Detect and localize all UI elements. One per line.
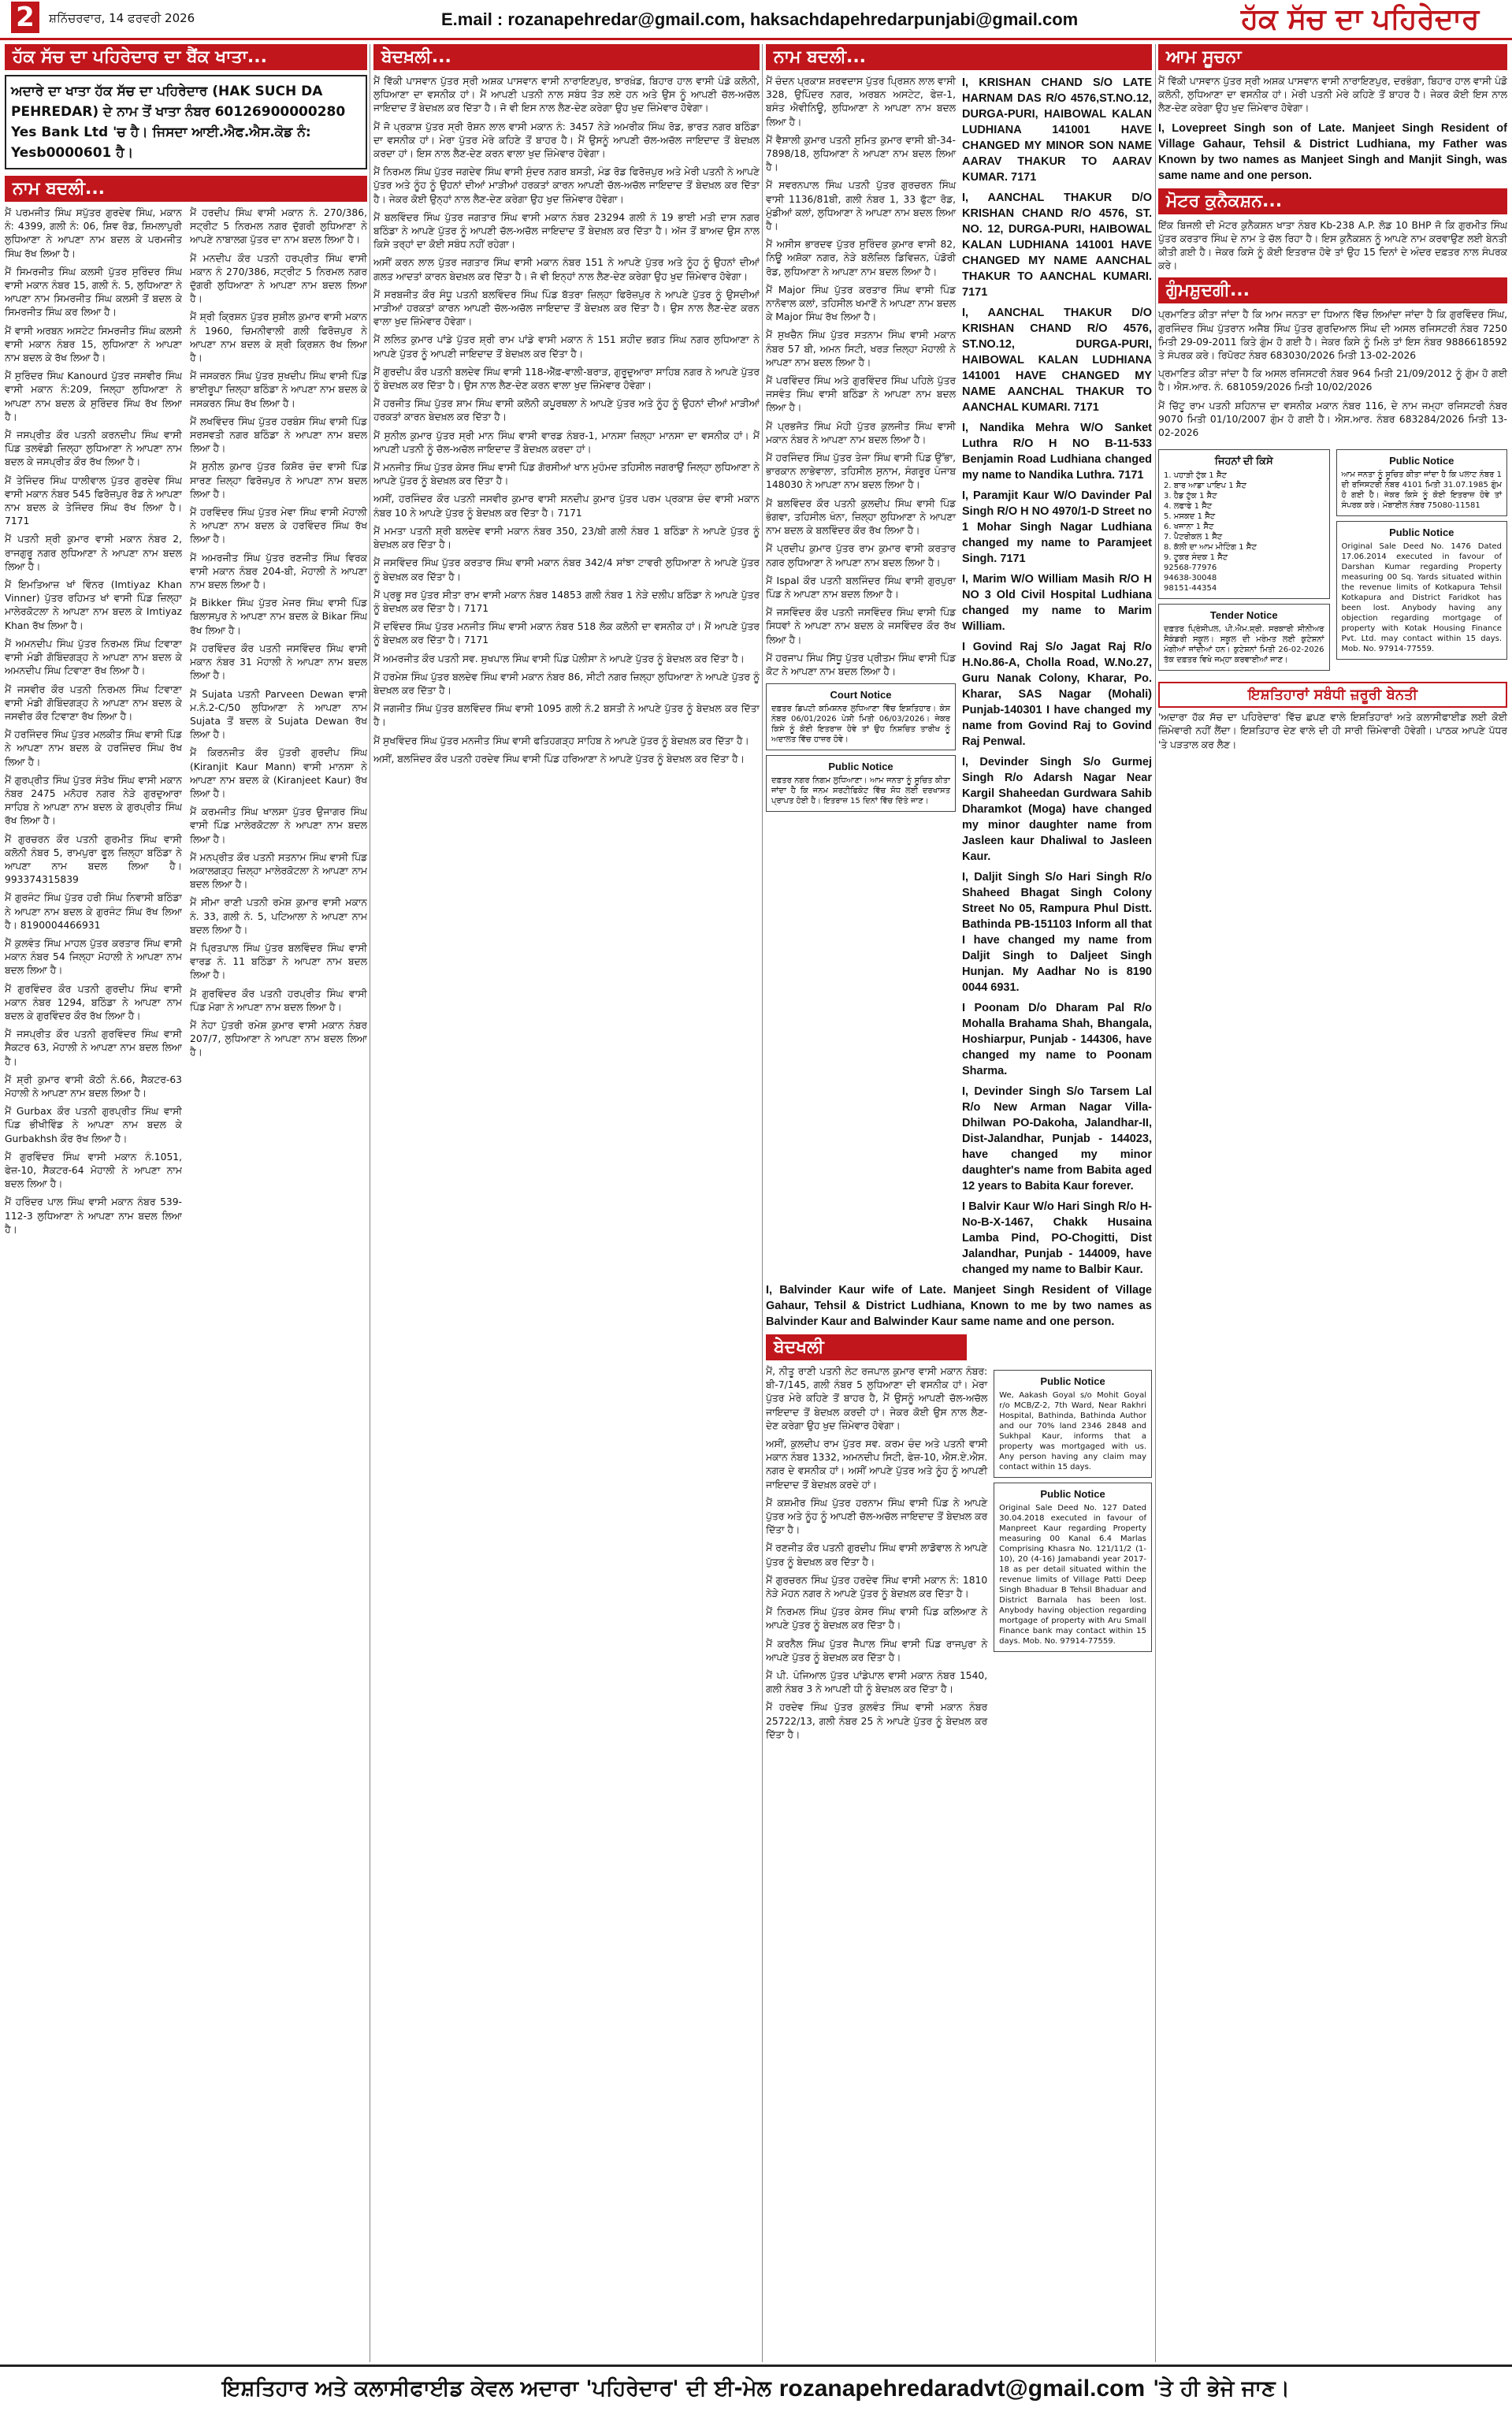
- notice-entry: ਮੈਂ ਗੁਰਚਰਨ ਸਿੰਘ ਪੁੱਤਰ ਹਰਦੇਵ ਸਿੰਘ ਵਾਸੀ ਮਕਾਨ ਨੰ: 1810 ਨੇੜੇ ਮੋਹਨ ਨਗਰ ਨੇ ਆਪਣੇ ਪੁੱਤਰ ਨੂੰ ਬੇਦਖ਼ਲ ਕਰ ਦਿੱਤਾ ਹੈ।: [766, 1574, 988, 1600]
- disinheritance-list-2: [766, 1365, 987, 1747]
- notice-entry: ਮੈਂ ਜਗਜੀਤ ਸਿੰਘ ਪੁੱਤਰ ਬਲਵਿੰਦਰ ਸਿੰਘ ਵਾਸੀ 1095 ਗਲੀ ਨੰ.2 ਬਸਤੀ ਨੇ ਆਪਣੇ ਪੁੱਤਰ ਨੂੰ ਬੇਦਖ਼ਲ ਕਰ ਦਿੱਤਾ ਹੈ।: [373, 703, 760, 728]
- footer-text: ਇਸ਼ਤਿਹਾਰ ਅਤੇ ਕਲਾਸੀਫਾਈਡ ਕੇਵਲ ਅਦਾਰਾ 'ਪਹਿਰੇਦਾਰ' ਦੀ ਈ-ਮੇਲ: [222, 2376, 771, 2401]
- notice-entry: ਮੈਂ ਸਵਰਨਪਾਲ ਸਿੰਘ ਪਤਨੀ ਪੁੱਤਰ ਗੁਰਚਰਨ ਸਿੰਘ ਵਾਸੀ 1136/81ਬੀ, ਗਲੀ ਨੰਬਰ 1, 33 ਫੁੱਟਾ ਰੋਡ, ਮੁੰਡੀਆਂ ਕਲਾਂ, ਲੁਧਿਆਣਾ ਨੇ ਆਪਣਾ ਨਾਮ ਬਦਲ ਲਿਆ ਹੈ।: [766, 180, 956, 233]
- notice-entry: ਮੈਂ ਗੁਰਵਿੰਦਰ ਸਿੰਘ ਵਾਸੀ ਮਕਾਨ ਨੰ.1051, ਫੇਜ਼-10, ਸੈਕਟਰ-64 ਮੋਹਾਲੀ ਨੇ ਆਪਣਾ ਨਾਮ ਬਦਲ ਲਿਆ ਹੈ।: [5, 1151, 182, 1190]
- notice-entry: ਮੈਂ ਜੋ ਪ੍ਰਕਾਸ਼ ਪੁੱਤਰ ਸ੍ਰੀ ਰੋਸ਼ਨ ਲਾਲ ਵਾਸੀ ਮਕਾਨ ਨੰ: 3457 ਨੇੜੇ ਅਮਰੀਕ ਸਿੰਘ ਰੋਡ, ਭਾਰਤ ਨਗਰ ਬਠਿੰਡਾ ਦਾ ਵਸਨੀਕ ਹਾਂ। ਮੇਰਾ ਪੁੱਤਰ ਮੇਰੇ ਕਹਿਣੇ ਤੋਂ ਬਾਹਰ ਹੈ। ਮੈਂ ਉਸਨੂੰ ਆਪਣੀ ਚੱਲ-ਅਚੱਲ ਜਾਇਦਾਦ ਤੋਂ ਬੇਦਖ਼ਲ ਕਰਦਾ ਹਾਂ। ਇਸ ਨਾਲ ਲੈਣ-ਦੇਣ ਕਰਨ ਵਾਲਾ ਖੁਦ ਜ਼ਿੰਮੇਵਾਰ ਹੋਵੇਗਾ।: [373, 121, 760, 160]
- notice-entry: ਅਸੀਂ ਕਰਨ ਲਾਲ ਪੁੱਤਰ ਜਗਤਾਰ ਸਿੰਘ ਵਾਸੀ ਮਕਾਨ ਨੰਬਰ 151 ਨੇ ਆਪਣੇ ਪੁੱਤਰ ਅਤੇ ਨੂੰਹ ਨੂੰ ਉਹਨਾਂ ਦੀਆਂ ਗਲਤ ਆਦਤਾਂ ਕਾਰਨ ਬੇਦਖ਼ਲ ਕਰ ਦਿੱਤਾ ਹੈ। ਜੋ ਵੀ ਇਨ੍ਹਾਂ ਨਾਲ ਲੈਣ-ਦੇਣ ਕਰੇਗਾ ਉਹ ਖੁਦ ਜ਼ਿੰਮੇਵਾਰ ਹੋਵੇਗਾ।: [373, 257, 760, 282]
- notice-entry: ਮੈਂ ਪ੍ਰਭਜੋਤ ਸਿੰਘ ਮੋਹੀ ਪੁੱਤਰ ਕੁਲਜੀਤ ਸਿੰਘ ਵਾਸੀ ਮਕਾਨ ਨੰਬਰ ਨੇ ਆਪਣਾ ਨਾਮ ਬਦਲ ਲਿਆ ਹੈ।: [766, 420, 956, 445]
- notice-entry: ਮੈਂ ਲਖਵਿੰਦਰ ਸਿੰਘ ਪੁੱਤਰ ਹਰਬੰਸ ਸਿੰਘ ਵਾਸੀ ਪਿੰਡ ਸਰਸਵਤੀ ਨਗਰ ਬਠਿੰਡਾ ਨੇ ਆਪਣਾ ਨਾਮ ਬਦਲ ਲਿਆ ਹੈ।: [190, 415, 367, 455]
- notice-entry: ਮੈਂ ਜਸਵਿੰਦਰ ਕੌਰ ਪਤਨੀ ਜਸਵਿੰਦਰ ਸਿੰਘ ਵਾਸੀ ਪਿੰਡ ਸਿਧਵਾਂ ਨੇ ਆਪਣਾ ਨਾਮ ਬਦਲ ਕੇ ਜਸਵਿੰਦਰ ਕੌਰ ਰੱਖ ਲਿਆ ਹੈ।: [766, 607, 956, 646]
- name-change-columns: [5, 206, 367, 1241]
- list-line: 9. ਟੂਕਰ ਸੰਦਕ 1 ਸੈੱਟ: [1164, 553, 1228, 563]
- disinheritance-columns: [766, 1365, 1152, 1747]
- lost-documents-heading: ਗੁੰਮਸ਼ੁਦਗੀ...: [1158, 277, 1507, 303]
- notice-entry: ਮੈਂ ਪਤਨੀ ਸ਼੍ਰੀ ਕੁਮਾਰ ਵਾਸੀ ਮਕਾਨ ਨੰਬਰ 2, ਰਾਜਗੁਰੂ ਨਗਰ ਲੁਧਿਆਣਾ ਨੇ ਆਪਣਾ ਨਾਮ ਬਦਲ ਲਿਆ ਹੈ।: [5, 534, 182, 572]
- notice-entry: ਮੈਂ ਪ੍ਰਿਤਪਾਲ ਸਿੰਘ ਪੁੱਤਰ ਬਲਵਿੰਦਰ ਸਿੰਘ ਵਾਸੀ ਵਾਰਡ ਨੰ. 11 ਬਠਿੰਡਾ ਨੇ ਆਪਣਾ ਨਾਮ ਬਦਲ ਲਿਆ ਹੈ।: [190, 942, 367, 981]
- notice-entry: I, Devinder Singh S/o Gurmej Singh R/o Adarsh Nagar Near Kargil Shaheedan Gurdwara Sahib Dharamkot (Moga) have changed my minor daughter name from Jasleen kaur Dhaliwal to Jasleen Kaur.: [962, 756, 1152, 863]
- name-change-columns-2: [766, 75, 1152, 1282]
- notice-entry: ਮੈਂ ਗੁਰਦੀਪ ਕੌਰ ਪਤਨੀ ਬਲਦੇਵ ਸਿੰਘ ਵਾਸੀ 118-ਐੱਫ਼-ਵਾਲੀ-ਬਰਾੜ, ਗੁਰੂਦੁਆਰਾ ਸਾਹਿਬ ਨਗਰ ਨੇ ਆਪਣੇ ਪੁੱਤਰ ਨੂੰ ਬੇਦਖ਼ਲ ਕਰ ਦਿੱਤਾ ਹੈ। ਉਸ ਨਾਲ ਲੈਣ-ਦੇਣ ਕਰਨ ਵਾਲਾ ਖੁਦ ਜ਼ਿੰਮੇਵਾਰ ਹੋਵੇਗਾ।: [373, 366, 760, 392]
- notice-entry: ਮੈਂ Bikker ਸਿੰਘ ਪੁੱਤਰ ਮੇਜਰ ਸਿੰਘ ਵਾਸੀ ਪਿੰਡ ਬਿਲਾਸਪੁਰ ਨੇ ਆਪਣਾ ਨਾਮ ਬਦਲ ਕੇ Bikar ਸਿੰਘ ਰੱਖ ਲਿਆ ਹੈ।: [190, 597, 367, 636]
- notice-entry: ਮੈਂ ਸੁਨੀਲ ਕੁਮਾਰ ਪੁੱਤਰ ਕਿਸ਼ੋਰ ਚੰਦ ਵਾਸੀ ਪਿੰਡ ਸਾਰਣ ਜ਼ਿਲ੍ਹਾ ਫਿਰੋਜ਼ਪੁਰ ਨੇ ਆਪਣਾ ਨਾਮ ਬਦਲ ਲਿਆ ਹੈ।: [190, 461, 367, 500]
- footer-tail: 'ਤੇ ਹੀ ਭੇਜੇ ਜਾਣ।: [1153, 2376, 1290, 2401]
- page-header: [0, 0, 1512, 36]
- notice-entry: ਮੈਂ Sujata ਪਤਨੀ Parveen Dewan ਵਾਸੀ ਮ.ਨੰ.2-C/50 ਲੁਧਿਆਣਾ ਨੇ ਆਪਣਾ ਨਾਮ Sujata ਤੋਂ ਬਦਲ ਕੇ Sujata Dewan ਰੱਖ ਲਿਆ ਹੈ।: [190, 688, 367, 741]
- notice-entry: ਮੈਂ ਕਰਮਜੀਤ ਸਿੰਘ ਖਾਲਸਾ ਪੁੱਤਰ ਉਜਾਗਰ ਸਿੰਘ ਵਾਸੀ ਪਿੰਡ ਮਾਲੇਰਕੋਟਲਾ ਨੇ ਆਪਣਾ ਨਾਮ ਬਦਲ ਲਿਆ ਹੈ।: [190, 806, 367, 845]
- name-change-items-en: [962, 75, 1152, 1278]
- notice-entry: ਮੈਂ ਸਰਬਜੀਤ ਕੌਰ ਸੰਧੂ ਪਤਨੀ ਬਲਵਿੰਦਰ ਸਿੰਘ ਪਿੰਡ ਬੱਤਰਾ ਜ਼ਿਲ੍ਹਾ ਫਿਰੋਜ਼ਪੁਰ ਨੇ ਆਪਣੇ ਪੁੱਤਰ ਨੂੰ ਉਸਦੀਆਂ ਮਾੜੀਆਂ ਹਰਕਤਾਂ ਕਾਰਨ ਆਪਣੀ ਚੱਲ-ਅਚੱਲ ਜਾਇਦਾਦ ਤੋਂ ਬੇਦਖ਼ਲ ਕਰ ਦਿੱਤਾ ਹੈ। ਉਸ ਨਾਲ ਲੈਣ-ਦੇਣ ਕਰਨ ਵਾਲਾ ਖੁਦ ਜ਼ਿੰਮੇਵਾਰ ਹੋਵੇਗਾ।: [373, 288, 760, 328]
- notice-entry: ਮੈਂ ਕਸ਼ਮੀਰ ਸਿੰਘ ਪੁੱਤਰ ਹਰਨਾਮ ਸਿੰਘ ਵਾਸੀ ਪਿੰਡ ਨੇ ਆਪਣੇ ਪੁੱਤਰ ਅਤੇ ਨੂੰਹ ਨੂੰ ਆਪਣੀ ਚੱਲ-ਅਚੱਲ ਜਾਇਦਾਦ ਤੋਂ ਬੇਦਖ਼ਲ ਕਰ ਦਿੱਤਾ ਹੈ।: [766, 1497, 988, 1536]
- notice-grid-right: [1336, 445, 1508, 675]
- notice-entry: ਮੈਂ ਕਿਰਨਜੀਤ ਕੌਰ ਪੁੱਤਰੀ ਗੁਰਦੀਪ ਸਿੰਘ (Kiranjit Kaur Mann) ਵਾਸੀ ਮਾਨਸਾ ਨੇ ਆਪਣਾ ਨਾਮ ਬਦਲ ਕੇ (Kiranjeet Kaur) ਰੱਖ ਲਿਆ ਹੈ।: [190, 747, 367, 799]
- notice-entry: ਮੈਂ ਪਰਮਜੀਤ ਸਿੰਘ ਸਪੁੱਤਰ ਗੁਰਦੇਵ ਸਿੰਘ, ਮਕਾਨ ਨੰ: 4399, ਗਲੀ ਨੰ: 06, ਸ਼ਿਵ ਰੋਡ, ਸ਼ਿਮਲਾਪੁਰੀ ਲੁਧਿਆਣਾ ਨੇ ਆਪਣਾ ਨਾਮ ਬਦਲ ਕੇ ਪਰਮਜੀਤ ਸਿੰਘ ਰੱਖ ਲਿਆ ਹੈ।: [5, 207, 182, 259]
- public-notice-title: Public Notice: [1389, 526, 1454, 539]
- bank-account-box: ਅਦਾਰੇ ਦਾ ਖਾਤਾ ਹੱਕ ਸੱਚ ਦਾ ਪਹਿਰੇਦਾਰ (HAK SUCH DA PEHREDAR) ਦੇ ਨਾਮ ਤੋਂ ਖਾਤਾ ਨੰਬਰ 60126900000280 Yes Bank Ltd 'ਚ ਹੈ। ਜਿਸਦਾ ਆਈ.ਐਫ.ਐਸ.ਕੋਡ ਨੰ: Yesb0000601 ਹੈ।: [5, 75, 367, 169]
- list-line: 8. ਕੱਲੀ ਦਾ ਆਮ ਮੀਟਿੰਗ 1 ਸੈੱਟ: [1164, 543, 1257, 553]
- public-notice-5: [1336, 521, 1508, 660]
- list-line: 94638-30048: [1164, 574, 1217, 583]
- notice-entry: ਮੈਂ ਲਲਿਤ ਕੁਮਾਰ ਪਾਂਡੇ ਪੁੱਤਰ ਸ਼੍ਰੀ ਰਾਮ ਪਾਂਡੇ ਵਾਸੀ ਮਕਾਨ ਨੰ 151 ਸ਼ਹੀਦ ਭਗਤ ਸਿੰਘ ਨਗਰ ਲੁਧਿਆਣਾ ਨੇ ਆਪਣੇ ਪੁੱਤਰ ਨੂੰ ਆਪਣੀ ਜਾਇਦਾਦ ਤੋਂ ਬੇਦਖ਼ਲ ਕਰ ਦਿੱਤਾ ਹੈ।: [373, 334, 760, 359]
- disinheritance-heading: ਬੇਦਖ਼ਲੀ...: [373, 44, 760, 70]
- notice-entry: ਮੈਂ ਸੁਖਚੈਨ ਸਿੰਘ ਪੁੱਤਰ ਸਤਨਾਮ ਸਿੰਘ ਵਾਸੀ ਮਕਾਨ ਨੰਬਰ 57 ਬੀ, ਅਮਨ ਸਿਟੀ, ਖਰੜ ਜ਼ਿਲ੍ਹਾ ਮੋਹਾਲੀ ਨੇ ਆਪਣਾ ਨਾਮ ਬਦਲ ਲਿਆ ਹੈ।: [766, 329, 956, 368]
- public-notice-title: Public Notice: [828, 761, 893, 773]
- notice-entry: ਮੈਂ Major ਸਿੰਘ ਪੁੱਤਰ ਕਰਤਾਰ ਸਿੰਘ ਵਾਸੀ ਪਿੰਡ ਨਾਨੋਵਾਲ ਕਲਾਂ, ਤਹਿਸੀਲ ਖਮਾਣੋਂ ਨੇ ਆਪਣਾ ਨਾਮ ਬਦਲ ਕੇ Major ਸਿੰਘ ਰੱਖ ਲਿਆ ਹੈ।: [766, 284, 956, 323]
- notice-entry: ਮੈਂ ਕਰਨੈਲ ਸਿੰਘ ਪੁੱਤਰ ਜੈਪਾਲ ਸਿੰਘ ਵਾਸੀ ਪਿੰਡ ਰਾਜਪੁਰਾ ਨੇ ਆਪਣੇ ਪੁੱਤਰ ਨੂੰ ਬੇਦਖ਼ਲ ਕਰ ਦਿੱਤਾ ਹੈ।: [766, 1638, 988, 1663]
- tender-notice-title: Tender Notice: [1209, 609, 1278, 622]
- notice-entry: ਮੈਂ Ispal ਕੌਰ ਪਤਨੀ ਬਲਜਿੰਦਰ ਸਿੰਘ ਵਾਸੀ ਗੁਰਪੁਰਾ ਪਿੰਡ ਨੇ ਆਪਣਾ ਨਾਮ ਬਦਲ ਲਿਆ ਹੈ।: [766, 575, 956, 600]
- notice-entry: I, Nandika Mehra W/O Sanket Luthra R/O H NO B-11-533 Benjamin Road Ludhiana changed my name to Nandika Luthra. 7171: [962, 422, 1152, 482]
- general-notice-list: [1158, 75, 1507, 116]
- notice-entry: ਮੈਂ ਜਸਪ੍ਰੀਤ ਕੌਰ ਪਤਨੀ ਕਰਨਦੀਪ ਸਿੰਘ ਵਾਸੀ ਪਿੰਡ ਤਲਵੰਡੀ ਜ਼ਿਲ੍ਹਾ ਲੁਧਿਆਣਾ ਨੇ ਆਪਣਾ ਨਾਮ ਬਦਲ ਕੇ ਜਸਪ੍ਰੀਤ ਕੌਰ ਰੱਖ ਲਿਆ ਹੈ।: [5, 430, 182, 468]
- notice-entry: ਮੈਂ ਹਰਿੰਦਰ ਪਾਲ ਸਿੰਘ ਵਾਸੀ ਮਕਾਨ ਨੰਬਰ 539-112-3 ਲੁਧਿਆਣਾ ਨੇ ਆਪਣਾ ਨਾਮ ਬਦਲ ਲਿਆ ਹੈ।: [5, 1196, 182, 1235]
- notice-grid: [1158, 445, 1507, 675]
- notice-entry: ਮੈਂ ਬਲਵਿੰਦਰ ਸਿੰਘ ਪੁੱਤਰ ਜਗਤਾਰ ਸਿੰਘ ਵਾਸੀ ਮਕਾਨ ਨੰਬਰ 23294 ਗਲੀ ਨੰ 19 ਭਾਈ ਮਤੀ ਦਾਸ ਨਗਰ ਬਠਿੰਡਾ ਨੇ ਆਪਣੇ ਪੁੱਤਰ ਨੂੰ ਆਪਣੀ ਚੱਲ-ਅਚੱਲ ਜਾਇਦਾਦ ਤੋਂ ਬੇਦਖ਼ਲ ਕਰ ਦਿੱਤਾ ਹੈ। ਅੱਜ ਤੋਂ ਬਾਅਦ ਉਸ ਨਾਲ ਕਿਸੇ ਤਰ੍ਹਾਂ ਦਾ ਕੋਈ ਸਬੰਧ ਨਹੀਂ ਰਹੇਗਾ।: [373, 211, 760, 251]
- notice-entry: ਮੈਂ ਸੀਮਾ ਰਾਣੀ ਪਤਨੀ ਰਮੇਸ਼ ਕੁਮਾਰ ਵਾਸੀ ਮਕਾਨ ਨੰ. 33, ਗਲੀ ਨੰ. 5, ਪਟਿਆਲਾ ਨੇ ਆਪਣਾ ਨਾਮ ਬਦਲ ਲਿਆ ਹੈ।: [190, 897, 367, 936]
- name-change-items: [766, 75, 956, 679]
- list-line: 4. ਲਫਾਫੇ 1 ਸੈੱਟ: [1164, 502, 1213, 512]
- notice-entry: ਮੈਂ ਪਰਵਿੰਦਰ ਸਿੰਘ ਅਤੇ ਗੁਰਵਿੰਦਰ ਸਿੰਘ ਪਹਿਲੇ ਪੁੱਤਰ ਜਸਵੰਤ ਸਿੰਘ ਵਾਸੀ ਬਠਿੰਡਾ ਨੇ ਆਪਣਾ ਨਾਮ ਬਦਲ ਲਿਆ ਹੈ।: [766, 375, 956, 414]
- notice-entry: ਮੈਂ ਹਰਜਿੰਦਰ ਸਿੰਘ ਪੁੱਤਰ ਮਲਕੀਤ ਸਿੰਘ ਵਾਸੀ ਪਿੰਡ ਨੇ ਆਪਣਾ ਨਾਮ ਬਦਲ ਕੇ ਹਰਜਿੰਦਰ ਸਿੰਘ ਰੱਖ ਲਿਆ ਹੈ।: [5, 729, 182, 768]
- name-change-list-punjabi: [766, 75, 956, 1282]
- notice-entry: ਮੈਂ ਸੁਖਵਿੰਦਰ ਸਿੰਘ ਪੁੱਤਰ ਮਨਜੀਤ ਸਿੰਘ ਵਾਸੀ ਫਤਿਹਗੜ੍ਹ ਸਾਹਿਬ ਨੇ ਆਪਣੇ ਪੁੱਤਰ ਨੂੰ ਬੇਦਖ਼ਲ ਕਰ ਦਿੱਤਾ ਹੈ।: [373, 735, 749, 746]
- lost-items-list: [1164, 471, 1324, 563]
- public-notice-title: Public Notice: [1040, 1375, 1105, 1387]
- notice-entry: ਅਸੀਂ, ਹਰਜਿੰਦਰ ਕੌਰ ਪਤਨੀ ਜਸਵੀਰ ਕੁਮਾਰ ਵਾਸੀ ਸਨਦੀਪ ਕੁਮਾਰ ਪੁੱਤਰ ਪਰਮ ਪ੍ਰਕਾਸ਼ ਚੰਦ ਵਾਸੀ ਮਕਾਨ ਨੰਬਰ 10 ਨੇ ਆਪਣੇ ਪੁੱਤਰ ਨੂੰ ਬੇਦਖ਼ਲ ਕਰ ਦਿੱਤਾ ਹੈ। 7171: [373, 493, 760, 519]
- public-notice-title: Public Notice: [1389, 455, 1454, 467]
- general-notice-en: I, Lovepreet Singh son of Late. Manjeet Singh Resident of Village Gahaur, Tehsil & District Ludhiana, my Father was Known by two names as Manjeet Singh and Manjit Singh, was same name and one person.: [1158, 121, 1507, 182]
- notice-entry: ਮੈਂ ਸਿਮਰਜੀਤ ਸਿੰਘ ਕਲਸੀ ਪੁੱਤਰ ਸੁਰਿੰਦਰ ਸਿੰਘ ਵਾਸੀ ਮਕਾਨ ਨੰਬਰ 15, ਗਲੀ ਨੰ. 5, ਲੁਧਿਆਣਾ ਨੇ ਆਪਣਾ ਨਾਮ ਸਿਮਰਜੀਤ ਸਿੰਘ ਕਲਸੀ ਤੋਂ ਬਦਲ ਕੇ ਸਿਮਰਜੀਤ ਸਿੰਘ ਕਰ ਲਿਆ ਹੈ।: [5, 266, 182, 318]
- column-3: [766, 44, 1152, 2362]
- page-number: 2: [11, 2, 39, 33]
- notice-entry: ਮੈਂ ਗੁਰਵਿੰਦਰ ਕੌਰ ਪਤਨੀ ਹਰਪ੍ਰੀਤ ਸਿੰਘ ਵਾਸੀ ਪਿੰਡ ਮੋਗਾ ਨੇ ਆਪਣਾ ਨਾਮ ਬਦਲ ਲਿਆ ਹੈ।: [190, 988, 367, 1013]
- notice-entry: ਅਸੀਂ, ਬਲਜਿੰਦਰ ਕੌਰ ਪਤਨੀ ਹਰਦੇਵ ਸਿੰਘ ਵਾਸੀ ਪਿੰਡ ਹਰਿਆਣਾ ਨੇ ਆਪਣੇ ਪੁੱਤਰ ਨੂੰ ਬੇਦਖ਼ਲ ਕਰ ਦਿੱਤਾ ਹੈ।: [373, 753, 745, 765]
- lost-items-phones: [1164, 563, 1324, 593]
- column-divider: [762, 44, 763, 2362]
- notice-entry: ਮੈਂ ਚੰਦਨ ਪ੍ਰਕਾਸ਼ ਸ਼ਰਵਦਾਸ ਪੁੱਤਰ ਪ੍ਰਿਸ਼ਨ ਲਾਲ ਵਾਸੀ 328, ਉਪਿੰਦਰ ਨਗਰ, ਅਰਬਨ ਅਸਟੇਟ, ਫੇਜ਼-1, ਬਸੰਤ ਐਵੀਨਿਊ, ਲੁਧਿਆਣਾ ਨੇ ਆਪਣਾ ਨਾਮ ਬਦਲ ਲਿਆ ਹੈ।: [766, 76, 956, 128]
- notice-entry: I, AANCHAL THAKUR D/O KRISHAN CHAND R/O 4576, ST. NO. 12, DURGA-PURI, HAIBOWAL KALAN LUDHIANA 141001 HAVE CHANGED MY NAME AANCHAL THAKUR TO AANCHAL KUMARI. 7171: [962, 192, 1152, 299]
- court-notice: [766, 683, 956, 750]
- notice-entry: ਪ੍ਰਮਾਣਿਤ ਕੀਤਾ ਜਾਂਦਾ ਹੈ ਕਿ ਆਮ ਜਨਤਾ ਦਾ ਧਿਆਨ ਵਿੱਚ ਲਿਆਂਦਾ ਜਾਂਦਾ ਹੈ ਕਿ ਗੁਰਵਿੰਦਰ ਸਿੰਘ, ਗੁਰਜਿੰਦਰ ਸਿੰਘ ਪੁੱਤਰਾਨ ਅਜੈਬ ਸਿੰਘ ਪੁੱਤਰ ਗੁਰਦਿਆਲ ਸਿੰਘ ਦੀ ਅਸਲ ਰਜਿਸਟਰੀ ਨੰਬਰ 7250 ਮਿਤੀ 29-09-2011 ਕਿਤੇ ਗੁੰਮ ਹੋ ਗਈ ਹੈ। ਜੇਕਰ ਕਿਸੇ ਨੂੰ ਮਿਲੇ ਤਾਂ ਇਸ ਨੰਬਰ 9886618592 ਤੇ ਸੰਪਰਕ ਕਰੇ। ਰਿਪੋਰਟ ਨੰਬਰ 683030/2026 ਮਿਤੀ 13-02-2026: [1158, 309, 1507, 362]
- public-notice-title: Public Notice: [1040, 1488, 1105, 1500]
- notice-entry: ਮੈਂ ਨਿਰਮਲ ਸਿੰਘ ਪੁੱਤਰ ਜਗਦੇਵ ਸਿੰਘ ਵਾਸੀ ਸੁੰਦਰ ਨਗਰ ਬਸਤੀ, ਮੰਡ ਰੋਡ ਫਿਰੋਜ਼ਪੁਰ ਅਤੇ ਮੇਰੀ ਪਤਨੀ ਨੇ ਆਪਣੇ ਪੁੱਤਰ ਅਤੇ ਨੂੰਹ ਨੂੰ ਉਹਨਾਂ ਦੀਆਂ ਮਾੜੀਆਂ ਹਰਕਤਾਂ ਕਾਰਨ ਆਪਣੀ ਚੱਲ-ਅਚੱਲ ਜਾਇਦਾਦ ਤੋਂ ਬੇਦਖ਼ਲ ਕਰ ਦਿੱਤਾ ਹੈ। ਜੇਕਰ ਕੋਈ ਉਨ੍ਹਾਂ ਨਾਲ ਲੈਣ-ਦੇਣ ਕਰੇਗਾ ਉਹ ਖੁਦ ਜ਼ਿੰਮੇਵਾਰ ਹੋਵੇਗਾ।: [373, 166, 760, 205]
- header-email: E.mail : rozanapehredar@gmail.com, haksachdapehredarpunjabi@gmail.com: [441, 9, 1079, 29]
- notice-entry: ਇੱਕ ਬਿਜਲੀ ਦੀ ਮੋਟਰ ਕੁਨੈਕਸ਼ਨ ਖਾਤਾ ਨੰਬਰ Kb-238 A.P. ਲੋਡ 10 BHP ਜੋ ਕਿ ਗੁਰਮੀਤ ਸਿੰਘ ਪੁੱਤਰ ਕਰਤਾਰ ਸਿੰਘ ਦੇ ਨਾਮ ਤੇ ਚੱਲ ਰਿਹਾ ਹੈ। ਇਸ ਕੁਨੈਕਸ਼ਨ ਨੂੰ ਆਪਣੇ ਨਾਮ ਕਰਵਾਉਣ ਲਈ ਬੇਨਤੀ ਕੀਤੀ ਗਈ ਹੈ। ਜੇਕਰ ਕਿਸੇ ਨੂੰ ਕੋਈ ਇਤਰਾਜ਼ ਹੋਵੇ ਤਾਂ ਉਹ 15 ਦਿਨਾਂ ਦੇ ਅੰਦਰ ਦਫ਼ਤਰ ਨਾਲ ਸੰਪਰਕ ਕਰੇ।: [1158, 219, 1507, 272]
- column-1: [5, 44, 367, 2362]
- disinheritance-heading-2: ਬੇਦਖਲੀ: [766, 1334, 967, 1360]
- notice-entry: ਮੈਂ ਅਮਰਜੀਤ ਕੌਰ ਪਤਨੀ ਸਵ. ਸੁਖਪਾਲ ਸਿੰਘ ਵਾਸੀ ਪਿੰਡ ਪੋਲੀਸਾ ਨੇ ਆਪਣੇ ਪੁੱਤਰ ਨੂੰ ਬੇਦਖ਼ਲ ਕਰ ਦਿੱਤਾ ਹੈ।: [373, 653, 745, 664]
- notice-entry: I Govind Raj S/o Jagat Raj R/o H.No.86-A, Cholla Road, W.No.27, Guru Nanak Colony, Kharar, Po. Kharar, SAS Nagar (Mohali) Punjab-140301 I have changed my name from Govind Raj to Govind Raj Penwal.: [962, 641, 1152, 748]
- list-line: 5. ਮਸਕਦ 1 ਸੈੱਟ: [1164, 512, 1216, 522]
- notice-entry: ਮੈਂ ਹਰਜੀਤ ਸਿੰਘ ਪੁੱਤਰ ਸ਼ਾਮ ਸਿੰਘ ਵਾਸੀ ਕਲੋਨੀ ਕਪੂਰਥਲਾ ਨੇ ਆਪਣੇ ਪੁੱਤਰ ਅਤੇ ਨੂੰਹ ਨੂੰ ਉਹਨਾਂ ਦੀਆਂ ਮਾੜੀਆਂ ਹਰਕਤਾਂ ਕਾਰਨ ਬੇਦਖ਼ਲ ਕਰ ਦਿੱਤਾ ਹੈ।: [373, 398, 760, 423]
- notice-entry: ਮੈਂ ਹਰਵਿੰਦਰ ਸਿੰਘ ਪੁੱਤਰ ਮੇਵਾ ਸਿੰਘ ਵਾਸੀ ਮੋਹਾਲੀ ਨੇ ਆਪਣਾ ਨਾਮ ਬਦਲ ਕੇ ਹਰਵਿੰਦਰ ਸਿੰਘ ਰੱਖ ਲਿਆ ਹੈ।: [190, 507, 367, 545]
- ads-info-body: 'ਅਦਾਰਾ ਹੱਕ ਸੱਚ ਦਾ ਪਹਿਰੇਦਾਰ' ਵਿੱਚ ਛਪਣ ਵਾਲੇ ਇਸ਼ਤਿਹਾਰਾਂ ਅਤੇ ਕਲਾਸੀਫਾਈਡ ਲਈ ਕੋਈ ਜ਼ਿੰਮੇਵਾਰੀ ਨਹੀਂ ਲੈਂਦਾ। ਇਸ਼ਤਿਹਾਰ ਦੇਣ ਵਾਲੇ ਦੀ ਹੀ ਸਾਰੀ ਜ਼ਿੰਮੇਵਾਰੀ ਹੋਵੇਗੀ। ਪਾਠਕ ਆਪਣੇ ਪੱਧਰ 'ਤੇ ਪੜਤਾਲ ਕਰ ਲੈਣ।: [1158, 712, 1507, 750]
- notice-entry: I, Devinder Singh S/o Tarsem Lal R/o New Arman Nagar Villa-Dhilwan PO-Dakoha, Jalandhar-II, Dist-Jalandhar, Punjab - 144023, have changed my minor daughter's name from Babita aged 12 years to Babita Kaur forever.: [962, 1085, 1152, 1192]
- public-notice-4: [1336, 449, 1508, 516]
- tender-notice-body: ਦਫ਼ਤਰ ਪ੍ਰਿੰਸੀਪਲ, ਪੀ.ਐਮ.ਸ਼੍ਰੀ. ਸਰਕਾਰੀ ਸੀਨੀਅਰ ਸੈਕੰਡਰੀ ਸਕੂਲ। ਸਕੂਲ ਦੀ ਮਰੰਮਤ ਲਈ ਕੁਟੇਸ਼ਨਾਂ ਮੰਗੀਆਂ ਜਾਂਦੀਆਂ ਹਨ। ਕੁਟੇਸ਼ਨਾਂ ਮਿਤੀ 26-02-2026 ਤੱਕ ਦਫ਼ਤਰ ਵਿਖੇ ਜਮ੍ਹਾ ਕਰਵਾਈਆਂ ਜਾਣ।: [1164, 625, 1324, 665]
- public-notice-1: [766, 755, 956, 812]
- notice-entry: ਮੈਂ ਵਿੱਕੀ ਪਾਸਵਾਨ ਪੁੱਤਰ ਸ੍ਰੀ ਅਸ਼ਕ ਪਾਸਵਾਨ ਵਾਸੀ ਨਾਰਾਇਣਪੁਰ, ਦਰਭੰਗਾ, ਬਿਹਾਰ ਹਾਲ ਵਾਸੀ ਪੰਡੋ ਕਲੋਨੀ, ਲੁਧਿਆਣਾ ਦਾ ਵਸਨੀਕ ਹਾਂ। ਮੇਰੀ ਪਤਨੀ ਮੇਰੇ ਕਹਿਣੇ ਤੋਂ ਬਾਹਰ ਹੈ। ਜੇਕਰ ਕੋਈ ਇਸ ਨਾਲ ਲੈਣ-ਦੇਣ ਕਰੇਗਾ ਉਹ ਖੁਦ ਜ਼ਿੰਮੇਵਾਰ ਹੋਵੇਗਾ।: [1158, 76, 1507, 114]
- name-change-heading: ਨਾਮ ਬਦਲੀ...: [5, 176, 367, 202]
- list-line: 3. ਹੈਡ ਟੁੱਕ 1 ਸੈੱਟ: [1164, 492, 1217, 501]
- public-notice-body: Original Sale Deed No. 1476 Dated 17.06.2014 executed in favour of Darshan Kumar regarding Property measuring 00 Sq. Yards situated within the revenue limits of Kotkapura Tehsil Kotkapura and District Faridkot has been lost. Anybody having any objection regarding mortgage of property with Kotak Housing Finance Pvt. Ltd. may contact within 15 days. Mob. No. 97914-77559.: [1341, 542, 1502, 654]
- name-change-list-english: [962, 75, 1152, 1282]
- court-notice-title: Court Notice: [830, 689, 892, 701]
- notice-entry: ਮੈਂ ਬਲਵਿੰਦਰ ਕੌਰ ਪਤਨੀ ਕੁਲਦੀਪ ਸਿੰਘ ਵਾਸੀ ਪਿੰਡ ਭੰਗਵਾ, ਤਹਿਸੀਲ ਖੰਨਾ, ਜ਼ਿਲ੍ਹਾ ਲੁਧਿਆਣਾ ਨੇ ਆਪਣਾ ਨਾਮ ਬਦਲ ਕੇ ਬਲਵਿੰਦਰ ਕੌਰ ਰੱਖ ਲਿਆ ਹੈ।: [766, 497, 956, 537]
- notice-entry: ਮੈਂ Gurbax ਕੌਰ ਪਤਨੀ ਗੁਰਪ੍ਰੀਤ ਸਿੰਘ ਵਾਸੀ ਪਿੰਡ ਭੀਖੀਵਿੰਡ ਨੇ ਆਪਣਾ ਨਾਮ ਬਦਲ ਕੇ Gurbakhsh ਕੌਰ ਰੱਖ ਲਿਆ ਹੈ।: [5, 1106, 182, 1144]
- notice-entry: ਮੈਂ ਹਰਦੀਪ ਸਿੰਘ ਵਾਸੀ ਮਕਾਨ ਨੰ. 270/386, ਸਟ੍ਰੀਟ 5 ਨਿਰਮਲ ਨਗਰ ਦੁੱਗਰੀ ਲੁਧਿਆਣਾ ਨੇ ਆਪਣੇ ਨਾਬਾਲਗ ਪੁੱਤਰ ਦਾ ਨਾਮ ਬਦਲ ਲਿਆ ਹੈ।: [190, 207, 367, 246]
- notice-entry: ਮੈਂ, ਨੀਤੂ ਰਾਣੀ ਪਤਨੀ ਲੇਟ ਰਜਪਾਲ ਕੁਮਾਰ ਵਾਸੀ ਮਕਾਨ ਨੰਬਰ: ਬੀ-7/145, ਗਲੀ ਨੰਬਰ 5 ਲੁਧਿਆਣਾ ਦੀ ਵਸਨੀਕ ਹਾਂ। ਮੇਰਾ ਪੁੱਤਰ ਮੇਰੇ ਕਹਿਣੇ ਤੋਂ ਬਾਹਰ ਹੈ, ਮੈਂ ਉਸਨੂੰ ਆਪਣੀ ਚੱਲ-ਅਚੱਲ ਜਾਇਦਾਦ ਤੋਂ ਬੇਦਖ਼ਲ ਕਰਦੀ ਹਾਂ। ਜੇਕਰ ਕੋਈ ਉਸ ਨਾਲ ਲੈਣ-ਦੇਣ ਕਰੇਗਾ ਉਹ ਖੁਦ ਜ਼ਿੰਮੇਵਾਰ ਹੋਵੇਗਾ।: [766, 1366, 988, 1431]
- footer-email-link[interactable]: rozanapehredaradvt@gmail.com: [778, 2376, 1146, 2402]
- notice-entry: ਮੈਂ ਚਿੱਟੂ ਰਾਮ ਪਤਨੀ ਸ਼ਹਿਨਾਜ਼ ਦਾ ਵਸਨੀਕ ਮਕਾਨ ਨੰਬਰ 116, ਦੇ ਨਾਮ ਜਮ੍ਹਾ ਰਜਿਸਟਰੀ ਨੰਬਰ 9070 ਮਿਤੀ 01/10/2007 ਗੁੰਮ ਹੋ ਗਈ ਹੈ। ਐਸ.ਆਰ. ਨੰਬਰ 683284/2026 ਮਿਤੀ 13-02-2026: [1158, 400, 1507, 439]
- lost-items-box: [1158, 449, 1330, 599]
- name-change-list-right: [190, 206, 367, 1241]
- notice-entry: ਮੈਂ ਜਸਵਿੰਦਰ ਸਿੰਘ ਪੁੱਤਰ ਕਰਤਾਰ ਸਿੰਘ ਵਾਸੀ ਮਕਾਨ ਨੰਬਰ 342/4 ਸਾਂਝਾ ਟਾਵਰੀ ਲੁਧਿਆਣਾ ਨੇ ਆਪਣੇ ਪੁੱਤਰ ਨੂੰ ਬੇਦਖ਼ਲ ਕਰ ਦਿੱਤਾ ਹੈ।: [373, 557, 760, 582]
- disinheritance-list: [373, 75, 760, 766]
- ads-info-heading: ਇਸ਼ਤਿਹਾਰਾਂ ਸਬੰਧੀ ਜ਼ਰੂਰੀ ਬੇਨਤੀ: [1158, 682, 1507, 708]
- notice-entry: ਮੈਂ ਮਨਪ੍ਰੀਤ ਕੌਰ ਪਤਨੀ ਸਤਨਾਮ ਸਿੰਘ ਵਾਸੀ ਪਿੰਡ ਅਕਾਲਗੜ੍ਹ ਜ਼ਿਲ੍ਹਾ ਮਾਲੇਰਕੋਟਲਾ ਨੇ ਆਪਣਾ ਨਾਮ ਬਦਲ ਲਿਆ ਹੈ।: [190, 851, 367, 891]
- notice-entry: ਮੈਂ ਗੁਰਜੰਟ ਸਿੰਘ ਪੁੱਤਰ ਹਰੀ ਸਿੰਘ ਨਿਵਾਸੀ ਬਠਿੰਡਾ ਨੇ ਆਪਣਾ ਨਾਮ ਬਦਲ ਕੇ ਗੁਰਜੰਟ ਸਿੰਘ ਰੱਖ ਲਿਆ ਹੈ। 8190004466931: [5, 892, 182, 931]
- bank-account-heading: ਹੱਕ ਸੱਚ ਦਾ ਪਹਿਰੇਦਾਰ ਦਾ ਬੈਂਕ ਖਾਤਾ...: [5, 44, 367, 70]
- notice-entry: I, AANCHAL THAKUR D/O KRISHAN CHAND R/O 4576, ST.NO.12, DURGA-PURI, HAIBOWAL KALAN LUDHIANA 141001 HAVE CHANGED MY NAME AANCHAL THAKUR TO AANCHAL KUMARI. 7171: [962, 307, 1152, 414]
- notice-entry: ਮੈਂ ਹਰਮੇਸ਼ ਸਿੰਘ ਪੁੱਤਰ ਬਲਦੇਵ ਸਿੰਘ ਵਾਸੀ ਮਕਾਨ ਨੰਬਰ 86, ਸੀਟੀ ਨਗਰ ਜ਼ਿਲ੍ਹਾ ਲੁਧਿਆਣਾ ਨੇ ਆਪਣੇ ਪੁੱਤਰ ਨੂੰ ਬੇਦਖ਼ਲ ਕਰ ਦਿੱਤਾ ਹੈ।: [373, 671, 760, 696]
- notice-entry: ਮੈਂ ਵੈਸ਼ਾਲੀ ਕੁਮਾਰ ਪਤਨੀ ਸੁਮਿਤ ਕੁਮਾਰ ਵਾਸੀ ਬੀ-34-7898/18, ਲੁਧਿਆਣਾ ਨੇ ਆਪਣਾ ਨਾਮ ਬਦਲ ਲਿਆ ਹੈ।: [766, 134, 956, 173]
- notice-entry: I Poonam D/o Dharam Pal R/o Mohalla Brahama Shah, Bhangala, Hoshiarpur, Punjab - 144306, have changed my name to Poonam Sharma.: [962, 1002, 1152, 1077]
- notice-entry: ਮੈਂ ਹਰਦੇਵ ਸਿੰਘ ਪੁੱਤਰ ਕੁਲਵੰਤ ਸਿੰਘ ਵਾਸੀ ਮਕਾਨ ਨੰਬਰ 25722/13, ਗਲੀ ਨੰਬਰ 25 ਨੇ ਆਪਣੇ ਪੁੱਤਰ ਨੂੰ ਬੇਦਖ਼ਲ ਕਰ ਦਿੱਤਾ ਹੈ।: [766, 1702, 988, 1740]
- notice-entry: ਮੈਂ ਪ੍ਰਦੀਪ ਕੁਮਾਰ ਪੁੱਤਰ ਰਾਮ ਕੁਮਾਰ ਵਾਸੀ ਕਰਤਾਰ ਨਗਰ ਲੁਧਿਆਣਾ ਨੇ ਆਪਣਾ ਨਾਮ ਬਦਲ ਲਿਆ ਹੈ।: [766, 543, 956, 568]
- list-line: 2. ਬਾਰ ਆਡਾ ਪਾਇਪ 1 ਸੈੱਟ: [1164, 482, 1246, 491]
- column-divider: [1155, 44, 1156, 2362]
- notice-entry: ਮੈਂ ਜਸਪ੍ਰੀਤ ਕੌਰ ਪਤਨੀ ਗੁਰਵਿੰਦਰ ਸਿੰਘ ਵਾਸੀ ਸੈਕਟਰ 63, ਮੋਹਾਲੀ ਨੇ ਆਪਣਾ ਨਾਮ ਬਦਲ ਲਿਆ ਹੈ।: [5, 1029, 182, 1067]
- notice-entry: ਮੈਂ ਜਸਵੀਰ ਕੌਰ ਪਤਨੀ ਨਿਰਮਲ ਸਿੰਘ ਟਿਵਾਣਾ ਵਾਸੀ ਮੰਡੀ ਗੋਬਿੰਦਗੜ੍ਹ ਨੇ ਆਪਣਾ ਨਾਮ ਬਦਲ ਕੇ ਜਸਵੀਰ ਕੌਰ ਟਿਵਾਣਾ ਰੱਖ ਲਿਆ ਹੈ।: [5, 683, 182, 722]
- notice-entry: ਮੈਂ ਗੁਰਚਰਨ ਕੌਰ ਪਤਨੀ ਗੁਰਮੀਤ ਸਿੰਘ ਵਾਸੀ ਕਲੋਨੀ ਨੰਬਰ 5, ਰਾਮਪੁਰਾ ਫੂਲ ਜ਼ਿਲ੍ਹਾ ਬਠਿੰਡਾ ਨੇ ਆਪਣਾ ਨਾਮ ਬਦਲ ਲਿਆ ਹੈ। 993374315839: [5, 833, 182, 886]
- notice-entry: I, KRISHAN CHAND S/O LATE HARNAM DAS R/O 4576,ST.NO.12, DURGA-PURI, HAIBOWAL KALAN LUDHIANA 141001 HAVE CHANGED MY MINOR SON NAME AARAV THAKUR TO AARAV KUMAR. 7171: [962, 76, 1152, 184]
- list-line: 7. ਪੈਟਰੀਕਲ 1 ਸੈੱਟ: [1164, 533, 1223, 542]
- header-rule: [0, 38, 1512, 40]
- notice-entry: ਮੈਂ ਪ੍ਰਭੂ ਸਰ ਪੁੱਤਰ ਸੀਤਾ ਰਾਮ ਵਾਸੀ ਮਕਾਨ ਨੰਬਰ 14853 ਗਲੀ ਨੰਬਰ 1 ਨੇੜੇ ਦਲੀਪ ਬਠਿੰਡਾ ਨੇ ਆਪਣੇ ਪੁੱਤਰ ਨੂੰ ਬੇਦਖ਼ਲ ਕਰ ਦਿੱਤਾ ਹੈ। 7171: [373, 589, 760, 614]
- public-notice-3: [994, 1483, 1152, 1652]
- notice-entry: I, Paramjit Kaur W/O Davinder Pal Singh R/O H NO 4970/1-D Street no 1 Mohar Singh Nagar Ludhiana changed my name to Paramjeet Singh. 7171: [962, 489, 1152, 565]
- notice-entry: ਮੈਂ ਗੁਰਵਿੰਦਰ ਕੌਰ ਪਤਨੀ ਗੁਰਦੀਪ ਸਿੰਘ ਵਾਸੀ ਮਕਾਨ ਨੰਬਰ 1294, ਬਠਿੰਡਾ ਨੇ ਆਪਣਾ ਨਾਮ ਬਦਲ ਕੇ ਗੁਰਵਿੰਦਰ ਕੌਰ ਰੱਖ ਲਿਆ ਹੈ।: [5, 983, 182, 1021]
- public-notice-body: We, Aakash Goyal s/o Mohit Goyal r/o MCB/Z-2, 7th Ward, Near Rakhri Hospital, Bathinda, Bathinda Author and our 70% land 2346 2848 and Sukhpal Kaur, informs that a property was mortgaged with us. Any person having any claim may contact within 15 days.: [999, 1391, 1146, 1472]
- notice-entry: ਮੈਂ ਪੀ. ਪੰਜਿਆਲ ਪੁੱਤਰ ਪਾਂਡੇਪਾਲ ਵਾਸੀ ਮਕਾਨ ਨੰਬਰ 1540, ਗਲੀ ਨੰਬਰ 3 ਨੇ ਆਪਣੀ ਧੀ ਨੂੰ ਬੇਦਖ਼ਲ ਕਰ ਦਿੱਤਾ ਹੈ।: [766, 1670, 988, 1695]
- notice-entry: ਅਸੀਂ, ਕੁਲਦੀਪ ਰਾਮ ਪੁੱਤਰ ਸਵ. ਕਰਮ ਚੰਦ ਅਤੇ ਪਤਨੀ ਵਾਸੀ ਮਕਾਨ ਨੰਬਰ 1332, ਅਮਨਦੀਪ ਸਿਟੀ, ਫੇਜ਼-10, ਐਸ.ਏ.ਐਸ. ਨਗਰ ਦੇ ਵਸਨੀਕ ਹਾਂ। ਅਸੀਂ ਆਪਣੇ ਪੁੱਤਰ ਅਤੇ ਨੂੰਹ ਨੂੰ ਆਪਣੀ ਜਾਇਦਾਦ ਤੋਂ ਬੇਦਖ਼ਲ ਕਰਦੇ ਹਾਂ।: [766, 1438, 988, 1490]
- notice-entry: ਮੈਂ ਹਰਜਿੰਦਰ ਸਿੰਘ ਪੁੱਤਰ ਤੇਜਾ ਸਿੰਘ ਵਾਸੀ ਪਿੰਡ ਉੱਭਾ, ਭਾਰਕਾਨ ਲਾਭੇਵਾਲਾ, ਤਹਿਸੀਲ ਸੁਨਾਮ, ਸੰਗਰੂਰ ਪੰਜਾਬ 148030 ਨੇ ਆਪਣਾ ਨਾਮ ਬਦਲ ਲਿਆ ਹੈ।: [766, 452, 956, 491]
- notice-stack: [994, 1365, 1152, 1747]
- notice-entry: ਮੈਂ ਮਨਜੀਤ ਸਿੰਘ ਪੁੱਤਰ ਕੇਸਰ ਸਿੰਘ ਵਾਸੀ ਪਿੰਡ ਗੋਰਸੀਆਂ ਖਾਨ ਮੁਹੰਮਦ ਤਹਿਸੀਲ ਜਗਰਾਉਂ ਜਿਲ੍ਹਾ ਲੁਧਿਆਣਾ ਨੇ ਆਪਣੇ ਪੁੱਤਰ ਨੂੰ ਬੇਦਖ਼ਲ ਕਰ ਦਿੱਤਾ ਹੈ।: [373, 462, 760, 487]
- notice-entry: ਮੈਂ ਸੁਨੀਲ ਕੁਮਾਰ ਪੁੱਤਰ ਸ੍ਰੀ ਮਾਨ ਸਿੰਘ ਵਾਸੀ ਵਾਰਡ ਨੰਬਰ-1, ਮਾਨਸਾ ਜ਼ਿਲ੍ਹਾ ਮਾਨਸਾ ਦਾ ਵਸਨੀਕ ਹਾਂ। ਮੈਂ ਆਪਣੀ ਪਤਨੀ ਨੂੰ ਚੱਲ-ਅਚੱਲ ਜਾਇਦਾਦ ਤੋਂ ਬੇਦਖ਼ਲ ਕਰਦਾ ਹਾਂ।: [373, 430, 760, 455]
- notice-entry: ਮੈਂ ਨਿਰਮਲ ਸਿੰਘ ਪੁੱਤਰ ਕੇਸਰ ਸਿੰਘ ਵਾਸੀ ਪਿੰਡ ਕਲਿਆਣ ਨੇ ਆਪਣੇ ਪੁੱਤਰ ਨੂੰ ਬੇਦਖ਼ਲ ਕਰ ਦਿੱਤਾ ਹੈ।: [766, 1606, 988, 1632]
- notice-entry: ਮੈਂ ਕੁਲਵੰਤ ਸਿੰਘ ਮਾਹਲ ਪੁੱਤਰ ਕਰਤਾਰ ਸਿੰਘ ਵਾਸੀ ਮਕਾਨ ਨੰਬਰ 54 ਜਿਲ੍ਹਾ ਮੋਹਾਲੀ ਨੇ ਆਪਣਾ ਨਾਮ ਬਦਲ ਲਿਆ ਹੈ।: [5, 937, 182, 977]
- general-notice-heading: ਆਮ ਸੂਚਨਾ: [1158, 44, 1507, 70]
- notice-entry: ਮੈਂ ਹਰਵਿੰਦਰ ਕੌਰ ਪਤਨੀ ਜਸਵਿੰਦਰ ਸਿੰਘ ਵਾਸੀ ਮਕਾਨ ਨੰਬਰ 31 ਮੋਹਾਲੀ ਨੇ ਆਪਣਾ ਨਾਮ ਬਦਲ ਲਿਆ ਹੈ।: [190, 642, 367, 682]
- issue-date: ਸ਼ਨਿੱਚਰਵਾਰ, 14 ਫਰਵਰੀ 2026: [49, 11, 195, 25]
- notice-entry: ਮੈਂ ਅਮਨਦੀਪ ਸਿੰਘ ਪੁੱਤਰ ਨਿਰਮਲ ਸਿੰਘ ਟਿਵਾਣਾ ਵਾਸੀ ਮੰਡੀ ਗੋਬਿੰਦਗੜ੍ਹ ਨੇ ਆਪਣਾ ਨਾਮ ਬਦਲ ਕੇ ਅਮਨਦੀਪ ਸਿੰਘ ਟਿਵਾਣਾ ਰੱਖ ਲਿਆ ਹੈ।: [5, 638, 182, 677]
- public-notice-body: Original Sale Deed No. 127 Dated 30.04.2018 executed in favour of Manpreet Kaur regarding Property measuring 00 Kanal 6.4 Marlas Comprising Khasra No. 121/11/2 (1-10), 20 (4-16) Jamabandi year 2017-18 as per detail situated within the revenue limits of Village Patti Deep Singh Bhaduar B Tehsil Bhaduar and District Barnala has been lost. Anybody having objection regarding mortgage of property with Aru Small Finance bank may contact within 15 days. Mob. No. 97914-77559.: [999, 1504, 1146, 1646]
- notice-entry: ਮੈਂ ਵਾਸੀ ਅਰਬਨ ਅਸਟੇਟ ਸਿਮਰਜੀਤ ਸਿੰਘ ਕਲਸੀ ਵਾਸੀ ਮਕਾਨ ਨੰਬਰ 15, ਲੁਧਿਆਣਾ ਨੇ ਆਪਣਾ ਨਾਮ ਬਦਲ ਕੇ ਰੱਖ ਲਿਆ ਹੈ।: [5, 325, 182, 364]
- motor-connection-list: [1158, 219, 1507, 273]
- column-4: [1158, 44, 1507, 2362]
- notice-entry: ਮੈਂ ਅਸੀਸ ਭਾਰਦਵ ਪੁੱਤਰ ਸੁਰਿੰਦਰ ਕੁਮਾਰ ਵਾਸੀ 82, ਨਿਊ ਅਸ਼ੋਕਾ ਨਗਰ, ਨੇੜੇ ਬਲੋਜ਼ਿਲ ਡਿਵਿਜ਼ਨ, ਪੰਡੋਰੀ ਰੋਡ, ਲੁਧਿਆਣਾ ਨੇ ਆਪਣਾ ਨਾਮ ਬਦਲ ਲਿਆ ਹੈ।: [766, 239, 956, 277]
- column-2: [373, 44, 760, 2362]
- tender-notice: [1158, 604, 1330, 671]
- name-change-notice-en: I, Balvinder Kaur wife of Late. Manjeet Singh Resident of Village Gahaur, Tehsil & District Ludhiana, Known to me by two names as Balvinder Kaur and Balwinder Kaur same name and one person.: [766, 1284, 1152, 1328]
- notice-entry: ਮੈਂ ਮਨਦੀਪ ਕੌਰ ਪਤਨੀ ਹਰਪ੍ਰੀਤ ਸਿੰਘ ਵਾਸੀ ਮਕਾਨ ਨੰ 270/386, ਸਟ੍ਰੀਟ 5 ਨਿਰਮਲ ਨਗਰ ਦੁੱਗਰੀ ਲੁਧਿਆਣਾ ਨੇ ਆਪਣਾ ਨਾਮ ਬਦਲ ਲਿਆ ਹੈ।: [190, 252, 367, 305]
- notice-entry: ਮੈਂ ਤੇਜਿੰਦਰ ਸਿੰਘ ਧਾਲੀਵਾਲ ਪੁੱਤਰ ਗੁਰਦੇਵ ਸਿੰਘ ਵਾਸੀ ਮਕਾਨ ਨੰਬਰ 545 ਫਿਰੋਜ਼ਪੁਰ ਰੋਡ ਨੇ ਆਪਣਾ ਨਾਮ ਬਦਲ ਕੇ ਤੇਜਿੰਦਰ ਸਿੰਘ ਰੱਖ ਲਿਆ ਹੈ। 7171: [5, 474, 182, 527]
- lost-items-title: ਜਿਹਨਾਂ ਦੀ ਕਿਸੇ: [1214, 455, 1273, 467]
- notice-entry: ਮੈਂ ਅਮਰਜੀਤ ਸਿੰਘ ਪੁੱਤਰ ਰਣਜੀਤ ਸਿੰਘ ਵਿਰਕ ਵਾਸੀ ਮਕਾਨ ਨੰਬਰ 204-ਬੀ, ਮੋਹਾਲੀ ਨੇ ਆਪਣਾ ਨਾਮ ਬਦਲ ਲਿਆ ਹੈ।: [190, 552, 367, 591]
- notice-entry: ਮੈਂ ਜਸਕਰਨ ਸਿੰਘ ਪੁੱਤਰ ਸੁਖਦੀਪ ਸਿੰਘ ਵਾਸੀ ਪਿੰਡ ਭਾਈਰੂਪਾ ਜ਼ਿਲ੍ਹਾ ਬਠਿੰਡਾ ਨੇ ਆਪਣਾ ਨਾਮ ਬਦਲ ਕੇ ਜਸਕਰਨ ਸਿੰਘ ਰੱਖ ਲਿਆ ਹੈ।: [190, 370, 367, 409]
- name-change-heading-2: ਨਾਮ ਬਦਲੀ...: [766, 44, 1152, 70]
- notice-entry: ਮੈਂ ਹਰਜਾਪ ਸਿੰਘ ਸਿੱਧੂ ਪੁੱਤਰ ਪ੍ਰੀਤਮ ਸਿੰਘ ਵਾਸੀ ਪਿੰਡ ਕੋਟ ਨੇ ਆਪਣਾ ਨਾਮ ਬਦਲ ਲਿਆ ਹੈ।: [766, 652, 956, 677]
- name-change-list-left: [5, 206, 182, 1241]
- lost-documents-list: [1158, 308, 1507, 440]
- notice-entry: ਮੈਂ ਦਵਿੰਦਰ ਸਿੰਘ ਪੁੱਤਰ ਮਨਜੀਤ ਸਿੰਘ ਵਾਸੀ ਮਕਾਨ ਨੰਬਰ 518 ਲੋਕ ਕਲੋਨੀ ਦਾ ਵਸਨੀਕ ਹਾਂ। ਮੈਂ ਆਪਣੇ ਪੁੱਤਰ ਨੂੰ ਬੇਦਖ਼ਲ ਕਰ ਦਿੱਤਾ ਹੈ। 7171: [373, 621, 760, 646]
- notice-entry: I, Marim W/O William Masih R/O H NO 3 Old Civil Hospital Ludhiana changed my name to Marim William.: [962, 573, 1152, 633]
- notice-entry: ਮੈਂ ਇਮਤਿਆਜ਼ ਖਾਂ ਵਿੰਨਰ (Imtiyaz Khan Vinner) ਪੁੱਤਰ ਰਹਿਮਤ ਖਾਂ ਵਾਸੀ ਪਿੰਡ ਜ਼ਿਲ੍ਹਾ ਮਾਲੇਰਕੋਟਲਾ ਨੇ ਆਪਣਾ ਨਾਮ ਬਦਲ ਕੇ Imtiyaz Khan ਰੱਖ ਲਿਆ ਹੈ।: [5, 579, 182, 631]
- notice-entry: ਮੈਂ ਨੇਹਾ ਪੁੱਤਰੀ ਰਮੇਸ਼ ਕੁਮਾਰ ਵਾਸੀ ਮਕਾਨ ਨੰਬਰ 207/7, ਲੁਧਿਆਣਾ ਨੇ ਆਪਣਾ ਨਾਮ ਬਦਲ ਲਿਆ ਹੈ।: [190, 1019, 367, 1059]
- notice-entry: ਮੈਂ ਮਮਤਾ ਪਤਨੀ ਸ਼੍ਰੀ ਬਲਦੇਵ ਵਾਸੀ ਮਕਾਨ ਨੰਬਰ 350, 23/ਬੀ ਗਲੀ ਨੰਬਰ 1 ਬਠਿੰਡਾ ਨੇ ਆਪਣੇ ਪੁੱਤਰ ਨੂੰ ਬੇਦਖ਼ਲ ਕਰ ਦਿੱਤਾ ਹੈ।: [373, 525, 760, 551]
- list-line: 98151-44354: [1164, 584, 1217, 593]
- notice-entry: ਮੈਂ ਸ਼੍ਰੀ ਕ੍ਰਿਸ਼ਨ ਪੁੱਤਰ ਸੁਸ਼ੀਲ ਕੁਮਾਰ ਵਾਸੀ ਮਕਾਨ ਨੰ 1960, ਚਿਮਨੀਵਾਲੀ ਗਲੀ ਫਿਰੋਜ਼ਪੁਰ ਨੇ ਆਪਣਾ ਨਾਮ ਬਦਲ ਕੇ ਸ਼੍ਰੀ ਕ੍ਰਿਸ਼ਨ ਰੱਖ ਲਿਆ ਹੈ।: [190, 311, 367, 364]
- notice-entry: ਮੈਂ ਗੁਰਪ੍ਰੀਤ ਸਿੰਘ ਪੁੱਤਰ ਸੰਤੋਖ ਸਿੰਘ ਵਾਸੀ ਮਕਾਨ ਨੰਬਰ 2475 ਮਨੋਹਰ ਨਗਰ ਨੇੜੇ ਗੁਰਦੁਆਰਾ ਸਾਹਿਬ ਨੇ ਆਪਣਾ ਨਾਮ ਬਦਲ ਕੇ ਗੁਰਪ੍ਰੀਤ ਸਿੰਘ ਰੱਖ ਲਿਆ ਹੈ।: [5, 774, 182, 827]
- notice-entry: I Balvir Kaur W/o Hari Singh R/o H-No-B-X-1467, Chakk Husaina Lamba Pind, PO-Chogitti, Dist Jalandhar, Punjab - 144009, have changed my name to Balbir Kaur.: [962, 1200, 1152, 1276]
- public-notice-2: [994, 1370, 1152, 1478]
- notice-entry: I, Daljit Singh S/o Hari Singh R/o Shaheed Bhagat Singh Colony Street No 05, Rampura Phul Distt. Bathinda PB-151103 Inform all that I have changed my name from Daljit Singh to Daljeet Singh Hunjan. My Aadhar No is 8190 0044 6931.: [962, 871, 1152, 994]
- list-line: 6. ਖਜਾਨਾ 1 ਸੈੱਟ: [1164, 523, 1214, 532]
- list-line: 1. ਪਹਾੜੀ ਟੁੱਕ 1 ਸੈੱਟ: [1164, 471, 1227, 481]
- court-notice-body: ਦਫ਼ਤਰ ਡਿਪਟੀ ਕਮਿਸ਼ਨਰ ਲੁਧਿਆਣਾ ਵਿੱਚ ਇਸ਼ਤਿਹਾਰ। ਕੇਸ ਨੰਬਰ 06/01/2026 ਪੇਸ਼ੀ ਮਿਤੀ 06/03/2026। ਜੇਕਰ ਕਿਸੇ ਨੂੰ ਕੋਈ ਇਤਰਾਜ਼ ਹੋਵੇ ਤਾਂ ਉਹ ਨਿਸ਼ਚਿਤ ਤਾਰੀਖ ਨੂੰ ਅਦਾਲਤ ਵਿੱਚ ਹਾਜ਼ਰ ਹੋਵੇ।: [771, 705, 950, 745]
- public-notice-body: ਆਮ ਜਨਤਾ ਨੂੰ ਸੂਚਿਤ ਕੀਤਾ ਜਾਂਦਾ ਹੈ ਕਿ ਪਲਾਟ ਨੰਬਰ 1 ਦੀ ਰਜਿਸਟਰੀ ਨੰਬਰ 4101 ਮਿਤੀ 31.07.1985 ਗੁੰਮ ਹੋ ਗਈ ਹੈ। ਜੇਕਰ ਕਿਸੇ ਨੂੰ ਕੋਈ ਇਤਰਾਜ਼ ਹੋਵੇ ਤਾਂ ਸੰਪਰਕ ਕਰੇ। ਮੋਬਾਈਲ ਨੰਬਰ 75080-11581: [1341, 471, 1502, 511]
- motor-connection-heading: ਮੋਟਰ ਕੁਨੈਕਸ਼ਨ...: [1158, 188, 1507, 214]
- notice-entry: ਮੈਂ ਵਿੱਕੀ ਪਾਸਵਾਨ ਪੁੱਤਰ ਸ੍ਰੀ ਅਸ਼ਕ ਪਾਸਵਾਨ ਵਾਸੀ ਨਾਰਾਇਣਪੁਰ, ਝਾਰਖ਼ੰਡ, ਬਿਹਾਰ ਹਾਲ ਵਾਸੀ ਪੰਡੋ ਕਲੋਨੀ, ਲੁਧਿਆਣਾ ਦਾ ਵਸਨੀਕ ਹਾਂ। ਮੈਂ ਆਪਣੀ ਪਤਨੀ ਨਾਲ ਸਬੰਧ ਤੋੜ ਲਏ ਹਨ ਅਤੇ ਉਸ ਨੂੰ ਆਪਣੀ ਚੱਲ-ਅਚੱਲ ਜਾਇਦਾਦ ਤੋਂ ਬੇਦਖ਼ਲ ਕਰ ਦਿੱਤਾ ਹੈ। ਜੋ ਵੀ ਇਸ ਨਾਲ ਲੈਣ-ਦੇਣ ਕਰੇਗਾ ਉਹ ਖੁਦ ਜ਼ਿੰਮੇਵਾਰ ਹੋਵੇਗਾ।: [373, 76, 760, 114]
- notice-entry: ਮੈਂ ਸ਼੍ਰੀ ਕੁਮਾਰ ਵਾਸੀ ਕੋਠੀ ਨੰ.66, ਸੈਕਟਰ-63 ਮੋਹਾਲੀ ਨੇ ਆਪਣਾ ਨਾਮ ਬਦਲ ਲਿਆ ਹੈ।: [5, 1073, 182, 1099]
- list-line: 92568-77976: [1164, 564, 1217, 573]
- public-notice-body: ਦਫ਼ਤਰ ਨਗਰ ਨਿਗਮ ਲੁਧਿਆਣਾ। ਆਮ ਜਨਤਾ ਨੂੰ ਸੂਚਿਤ ਕੀਤਾ ਜਾਂਦਾ ਹੈ ਕਿ ਜਨਮ ਸਰਟੀਫਿਕੇਟ ਵਿੱਚ ਸੋਧ ਲਈ ਦਰਖਾਸਤ ਪ੍ਰਾਪਤ ਹੋਈ ਹੈ। ਇਤਰਾਜ਼ 15 ਦਿਨਾਂ ਵਿੱਚ ਦਿੱਤੇ ਜਾਣ।: [771, 776, 950, 806]
- notice-entry: ਮੈਂ ਰਣਜੀਤ ਕੌਰ ਪਤਨੀ ਗੁਰਦੀਪ ਸਿੰਘ ਵਾਸੀ ਲਾਡੋਵਾਲ ਨੇ ਆਪਣੇ ਪੁੱਤਰ ਨੂੰ ਬੇਦਖ਼ਲ ਕਰ ਦਿੱਤਾ ਹੈ।: [766, 1542, 988, 1568]
- notice-entry: ਪ੍ਰਮਾਣਿਤ ਕੀਤਾ ਜਾਂਦਾ ਹੈ ਕਿ ਅਸਲ ਰਜਿਸਟਰੀ ਨੰਬਰ 964 ਮਿਤੀ 21/09/2012 ਨੂੰ ਗੁੰਮ ਹੋ ਗਈ ਹੈ। ਐਸ.ਆਰ. ਨੰ. 681059/2026 ਮਿਤੀ 10/02/2026: [1158, 368, 1507, 393]
- notice-grid-left: [1158, 445, 1330, 675]
- masthead-logo: ਹੱਕ ਸੱਚ ਦਾ ਪਹਿਰੇਦਾਰ: [1241, 3, 1480, 35]
- notice-entry: ਮੈਂ ਸੁਰਿੰਦਰ ਸਿੰਘ Kanourd ਪੁੱਤਰ ਜਸਵੀਰ ਸਿੰਘ ਵਾਸੀ ਮਕਾਨ ਨੰ:209, ਜਿਲ੍ਹਾ ਲੁਧਿਆਣਾ ਨੇ ਆਪਣਾ ਨਾਮ ਬਦਲ ਕੇ ਸੁਰਿੰਦਰ ਸਿੰਘ ਰੱਖ ਲਿਆ ਹੈ।: [5, 370, 182, 422]
- page-footer: [0, 2364, 1512, 2411]
